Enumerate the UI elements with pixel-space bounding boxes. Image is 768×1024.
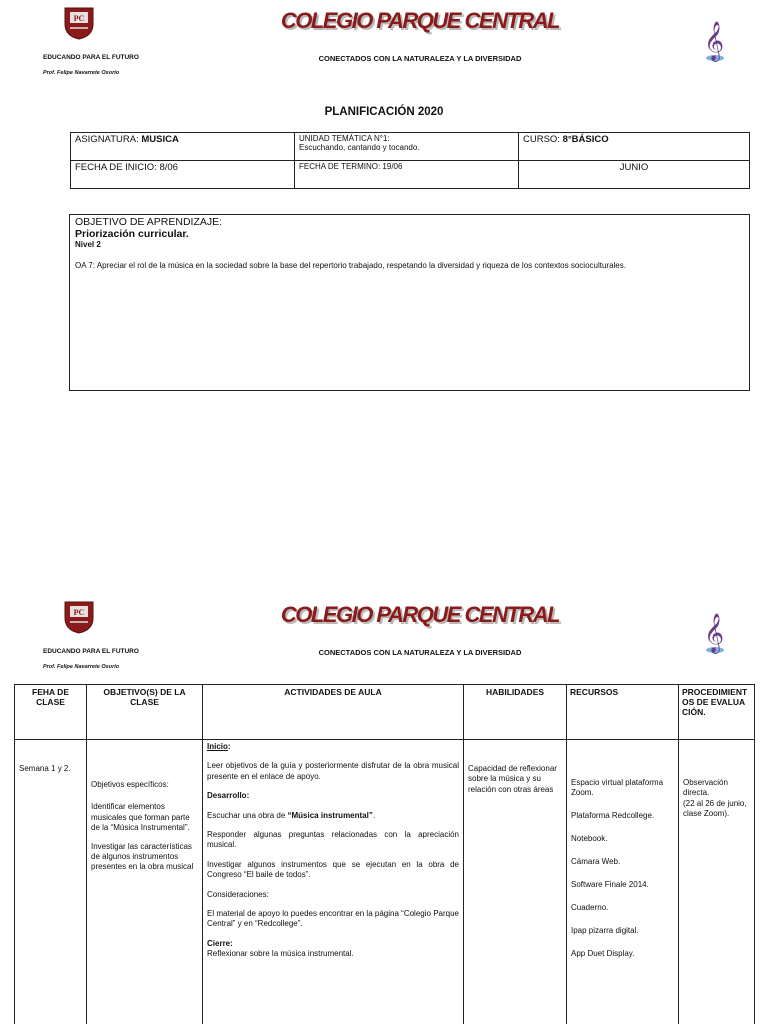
inicio-label: Inicio [207, 742, 228, 751]
objective-item: Investigar las características de algunos instrumentos presentes en la obra musical [91, 841, 194, 872]
considerations-label: Consideraciones: [207, 889, 269, 899]
inicio-text: Leer objetivos de la guía y posteriormente disfrutar de la obra musical presente en el enlace de apoyo. [207, 761, 459, 781]
cierre-label: Cierre [207, 938, 231, 948]
svg-text:𝄞: 𝄞 [703, 21, 725, 61]
svg-text:𝄞: 𝄞 [703, 613, 725, 653]
cierre-text: Reflexionar sobre la música instrumental. [207, 949, 354, 959]
week-label: Semana 1 y 2. [19, 764, 71, 773]
start-date-cell: FECHA DE INICIO: 8/06 [71, 161, 295, 189]
week-cell [15, 740, 87, 1024]
school-slogan: CONECTADOS CON LA NATURALEZA Y LA DIVERSIDAD [318, 54, 522, 63]
evaluation-text: Observación directa. (22 al 26 de junio, clase Zoom). [683, 778, 747, 819]
objective-heading: OBJETIVO DE APRENDIZAJE: [75, 216, 223, 228]
header-date: FEHA DE CLASE [15, 685, 87, 740]
prioritization-label: Priorización curricular. [75, 228, 189, 240]
objective-item: Identificar elementos musicales que forman parte de la “Música Instrumental”. [91, 802, 190, 833]
school-crest-icon [62, 6, 96, 40]
answer-text: Responder algunas preguntas relacionadas con la apreciación musical. [207, 829, 459, 850]
resource-item: Software Finale 2014. [571, 879, 649, 889]
lesson-plan-table [14, 684, 755, 1024]
svg-text:PC: PC [73, 14, 85, 23]
teacher-name: Prof. Felipe Navarrete Osorio [43, 70, 120, 76]
objectives-heading: Objetivos específicos: [91, 780, 169, 789]
unit-cell: UNIDAD TEMÁTICA N°1: Escuchando, cantando y tocando. [295, 133, 519, 161]
end-date-cell: FECHA DE TERMINO: 19/06 [295, 161, 519, 189]
objectives-cell [87, 740, 203, 1024]
resource-item: Ipap pizarra digital. [571, 925, 639, 935]
header-activities: ACTIVIDADES DE AULA [203, 685, 464, 740]
school-name: COLEGIO PARQUE CENTRAL [280, 8, 560, 33]
resources-cell [567, 740, 679, 1024]
investigate-text: Investigar algunos instrumentos que se ejecutan en la obra de Congreso “El baile de todos”. [207, 859, 459, 880]
resource-item: Plataforma Redcollege. [571, 811, 655, 821]
school-name: COLEGIO PARQUE CENTRAL [280, 602, 560, 627]
header-objectives: OBJETIVO(S) DE LA CLASE [87, 685, 203, 740]
oa-text: OA 7: Apreciar el rol de la música en la sociedad sobre la base del repertorio trabajado, respetando la diversidad y riqueza de los contextos socioculturales. [75, 261, 626, 270]
header-skills: HABILIDADES [464, 685, 567, 740]
resource-item: App Duet Display. [571, 948, 635, 958]
objective-box [69, 214, 750, 391]
svg-text:PC: PC [73, 608, 85, 617]
school-motto: EDUCANDO PARA EL FUTURO [43, 54, 139, 61]
school-crest-icon [62, 600, 96, 634]
header-resources: RECURSOS [567, 685, 679, 740]
listen-text: Escuchar una obra de “Música instrumental”. [207, 810, 376, 820]
resource-item: Cuaderno. [571, 902, 609, 912]
activities-cell: Inicio: Leer objetivos de la guía y posteriormente disfrutar de la obra musical presente en el enlace de apoyo. Desarrollo: Escuchar una obra de “Música instrumental”. Responder algunas preguntas relacionadas con la apreciación musical. Investigar algunos instrumentos que se ejecutan en la obra de Congreso “El baile de todos”. Consideraciones: El material de apoyo lo puedes encontrar en la página “Colegio Parque Central” y en “Redcollege”. Cierre: Reflexionar sobre la música instrumental. [203, 740, 464, 1024]
course-cell: CURSO: 8°BÁSICO [519, 133, 750, 161]
subject-cell: ASIGNATURA: MUSICA [71, 133, 295, 161]
info-table [70, 132, 750, 189]
resource-item: Espacio virtual plataforma Zoom. [571, 778, 664, 798]
plan-title: PLANIFICACIÓN 2020 [324, 106, 444, 118]
treble-clef-icon [700, 16, 728, 62]
treble-clef-icon [700, 608, 728, 654]
month-cell: JUNIO [519, 161, 750, 189]
resource-item: Cámara Web. [571, 857, 621, 867]
teacher-name: Prof. Felipe Navarrete Osorio [43, 664, 120, 670]
level-label: Nivel 2 [75, 240, 101, 249]
page-2 [0, 590, 768, 1024]
school-motto: EDUCANDO PARA EL FUTURO [43, 648, 139, 655]
material-text: El material de apoyo lo puedes encontrar en la página “Colegio Parque Central” y en “Redcollege”. [207, 908, 459, 929]
skills-cell [464, 740, 567, 1024]
evaluation-cell [679, 740, 755, 1024]
desarrollo-label: Desarrollo: [207, 791, 250, 801]
skills-text: Capacidad de reflexionar sobre la música y su relación con otras áreas [468, 764, 557, 794]
school-slogan: CONECTADOS CON LA NATURALEZA Y LA DIVERSIDAD [318, 648, 522, 657]
resource-item: Notebook. [571, 834, 608, 844]
header-evaluation: PROCEDIMIENTOS DE EVALUACIÓN. [679, 685, 755, 740]
